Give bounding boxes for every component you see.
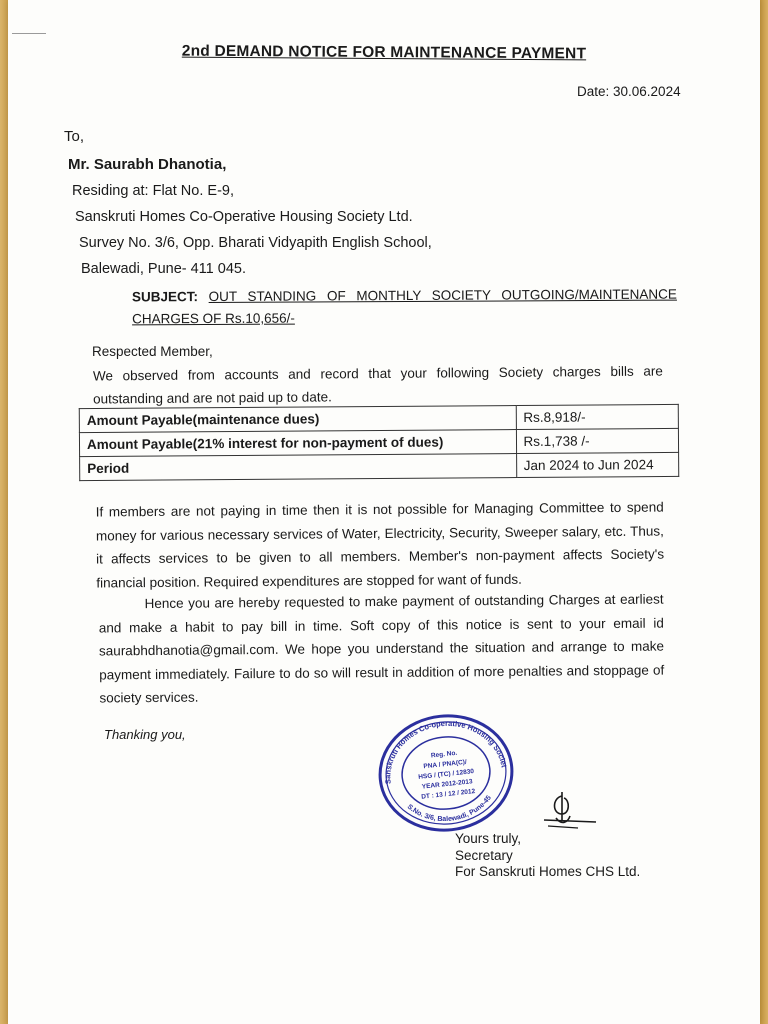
stamp-ring-bottom: S.No. 3/6, Balewadi, Pune-45 [405,794,493,824]
dues-table [79,404,679,481]
society-stamp-icon [372,712,520,834]
dues-label-maintenance: Amount Payable(maintenance dues) [79,406,516,433]
stamp-line-2: PNA / PNA(C)/ [423,758,468,771]
stamp-line-3: HSG / (TC) / 12830 [417,768,475,781]
recipient-name: Mr. Saurabh Dhanotia, [68,156,227,173]
signoff-line-3: For Sanskruti Homes CHS Ltd. [455,864,641,879]
stamp-line-5: DT : 13 / 12 / 2012 [420,788,476,801]
stamp-line-1: Reg. No. [430,749,458,760]
salutation: Respected Member, [92,344,213,359]
to-label: To, [64,128,85,145]
dues-label-interest: Amount Payable(21% interest for non-payment of dues) [79,430,516,457]
paper-mark [12,33,46,34]
subject-line [132,284,677,331]
subject-label: SUBJECT: [131,289,198,305]
table-row [80,452,679,480]
address-line-2: Sanskruti Homes Co-Operative Housing Society Ltd. [75,209,413,225]
body-paragraph-2: If members are not paying in time then it is not possible for Managing Committee to spend money for various necessary services of Water, Electricity, Security, Sweeper salary, etc. Thus, it affects services to be given to all members. Member's non-payment affects Society's financial position. Required expenditures are stopped for want of funds. [95,499,665,590]
dues-label-period: Period [80,454,517,481]
stamp-line-4: YEAR 2012-2013 [421,778,473,791]
address-line-3: Survey No. 3/6, Opp. Bharati Vidyapith English School, [79,235,432,251]
intro-paragraph: We observed from accounts and record that your following Society charges bills are outstanding and are not paid up to date. [92,363,663,407]
dues-value-maintenance: Rs.8,918/- [516,404,679,429]
dues-value-period: Jan 2024 to Jun 2024 [516,452,679,477]
svg-text:S.No. 3/6, Balewadi, Pune-45 [405,794,495,827]
notice-date: Date: 30.06.2024 [577,84,681,99]
address-line-1: Residing at: Flat No. E-9, [72,183,234,199]
closing-text: Thanking you, [104,727,186,742]
address-line-4: Balewadi, Pune- 411 045. [81,261,246,277]
stamp-ring-text: Sanskruti Homes Co-operative Housing Society [383,718,509,785]
signoff-line-1: Yours truly, [455,831,522,846]
signoff-line-2: Secretary [455,848,513,863]
signature-icon [538,790,598,840]
subject-text: OUT STANDING OF MONTHLY SOCIETY OUTGOING/MAINTENANCE CHARGES OF Rs.10,656/- [132,286,677,327]
notice-title: 2nd DEMAND NOTICE FOR MAINTENANCE PAYMENT [181,42,587,63]
body-paragraph-3: Hence you are hereby requested to make payment of outstanding Charges at earliest and make a habit to pay bill in time. Soft copy of this notice is sent to your email id saurabhdhanotia@gmail.com. We hope you understand the situation and arrange to make payment immediately. Failure to do so will result in addition of more penalties and stoppage of society services. [98,591,665,706]
dues-value-interest: Rs.1,738 /- [516,428,679,453]
